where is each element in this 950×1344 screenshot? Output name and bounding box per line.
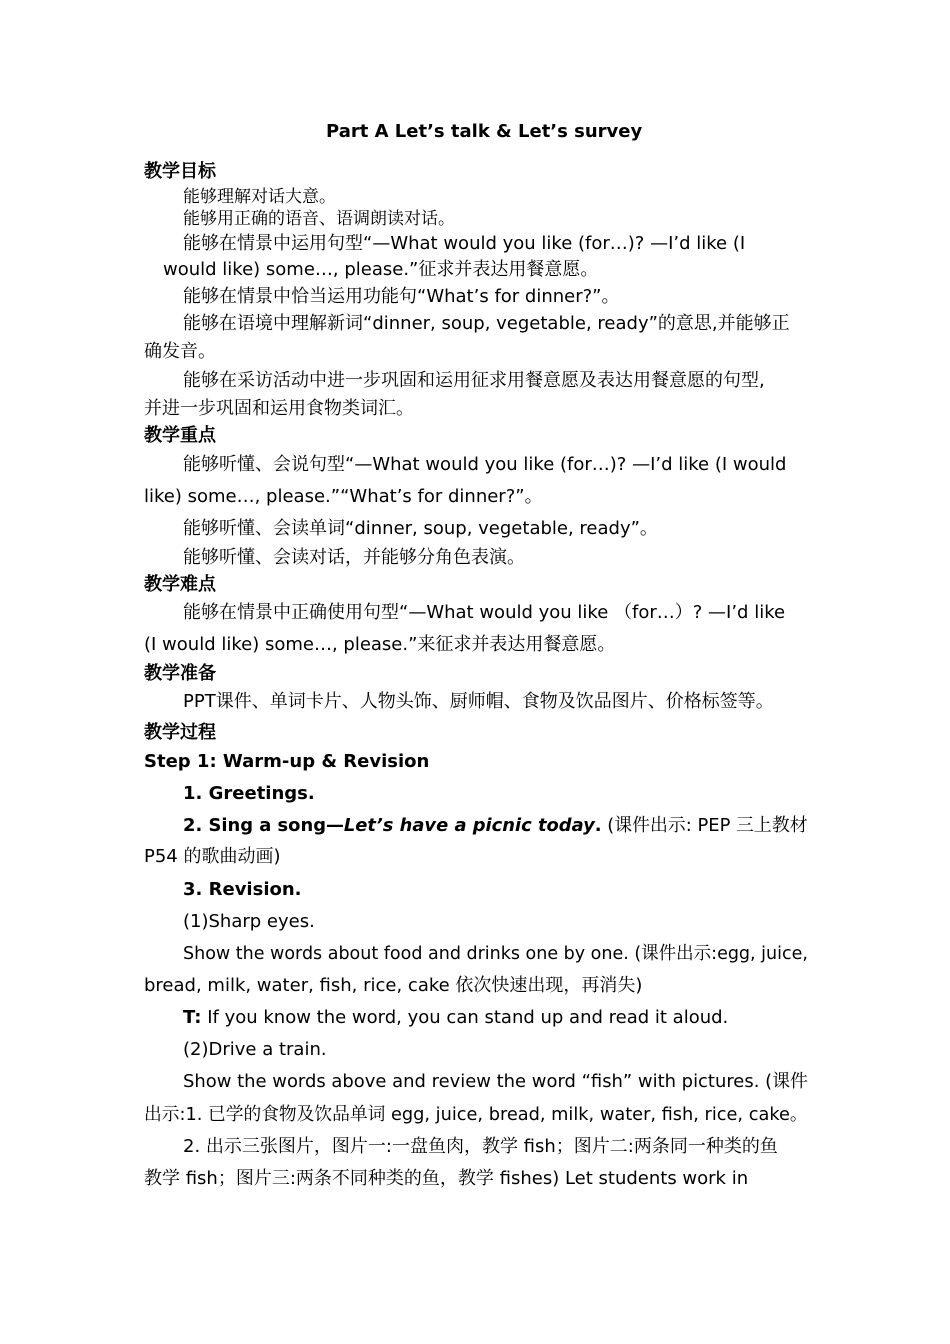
- instruction-line: Show the words about food and drinks one by one. (课件出示:egg, juice,: [183, 943, 808, 964]
- instruction-line: 教学 fish；图片三:两条不同种类的鱼，教学 fishes) Let students work in: [144, 1168, 749, 1189]
- preparation-line: PPT课件、单词卡片、人物头饰、厨师帽、食物及饮品图片、价格标签等。: [183, 691, 774, 712]
- key-point-line: like) some…, please.”“What’s for dinner?”。: [144, 486, 543, 507]
- key-point-line: 能够听懂、会说句型“—What would you like (for…)? —I’d like (I would: [183, 454, 787, 475]
- heading-key-points: 教学重点: [144, 425, 216, 446]
- objective-line: 能够在语境中理解新词“dinner, soup, vegetable, ready”的意思,并能够正: [183, 313, 790, 334]
- step-item-revision: 3. Revision.: [183, 879, 302, 900]
- objective-line: 并进一步巩固和运用食物类词汇。: [144, 398, 414, 419]
- heading-difficulties: 教学难点: [144, 574, 216, 595]
- teacher-label: T:: [183, 1007, 202, 1028]
- song-note-continued: P54 的歌曲动画): [144, 846, 281, 867]
- activity-drive-train: (2)Drive a train.: [183, 1039, 327, 1060]
- objective-line: 能够在情景中恰当运用功能句“What’s for dinner?”。: [183, 286, 620, 307]
- key-point-line: 能够听懂、会读对话，并能够分角色表演。: [183, 547, 525, 568]
- teacher-text: If you know the word, you can stand up and read it aloud.: [201, 1007, 729, 1028]
- instruction-line: bread, milk, water, fish, rice, cake 依次快速出现，再消失): [144, 975, 643, 996]
- objective-line: 能够理解对话大意。: [183, 187, 336, 207]
- difficulty-line: 能够在情景中正确使用句型“—What would you like （for…）? —I’d like: [183, 602, 786, 623]
- step-1-heading: Step 1: Warm-up & Revision: [144, 751, 430, 772]
- step-item-song: [183, 814, 808, 838]
- heading-objectives: 教学目标: [144, 161, 216, 182]
- step-item-greetings: 1. Greetings.: [183, 783, 315, 804]
- objective-line: 能够在采访活动中进一步巩固和运用征求用餐意愿及表达用餐意愿的句型,: [183, 370, 765, 391]
- instruction-line: 出示:1. 已学的食物及饮品单词 egg, juice, bread, milk, water, fish, rice, cake。: [144, 1104, 808, 1125]
- instruction-line: Show the words above and review the word “fish” with pictures. (课件: [183, 1071, 808, 1092]
- heading-preparation: 教学准备: [144, 663, 216, 684]
- objective-line: 能够用正确的语音、语调朗读对话。: [183, 209, 455, 229]
- objective-line: 能够在情景中运用句型“—What would you like (for…)? —I’d like (I: [183, 233, 746, 254]
- instruction-line: 2. 出示三张图片，图片一:一盘鱼肉，教学 fish；图片二:两条同一种类的鱼: [183, 1136, 778, 1157]
- teacher-line: [183, 1006, 728, 1030]
- song-period: .: [594, 815, 602, 836]
- objective-line: 确发音。: [144, 341, 216, 362]
- song-label: 2. Sing a song—: [183, 815, 344, 836]
- objective-line: would like) some…, please.”征求并表达用餐意愿。: [163, 259, 599, 280]
- heading-process: 教学过程: [144, 722, 216, 743]
- page-title: Part A Let’s talk & Let’s survey: [326, 121, 643, 142]
- activity-sharp-eyes: (1)Sharp eyes.: [183, 911, 315, 932]
- song-note: (课件出示: PEP 三上教材: [601, 815, 808, 836]
- key-point-line: 能够听懂、会读单词“dinner, soup, vegetable, ready”。: [183, 518, 658, 539]
- difficulty-line: (I would like) some…, please.”来征求并表达用餐意愿。: [144, 634, 616, 655]
- song-title: Let’s have a picnic today: [343, 815, 595, 836]
